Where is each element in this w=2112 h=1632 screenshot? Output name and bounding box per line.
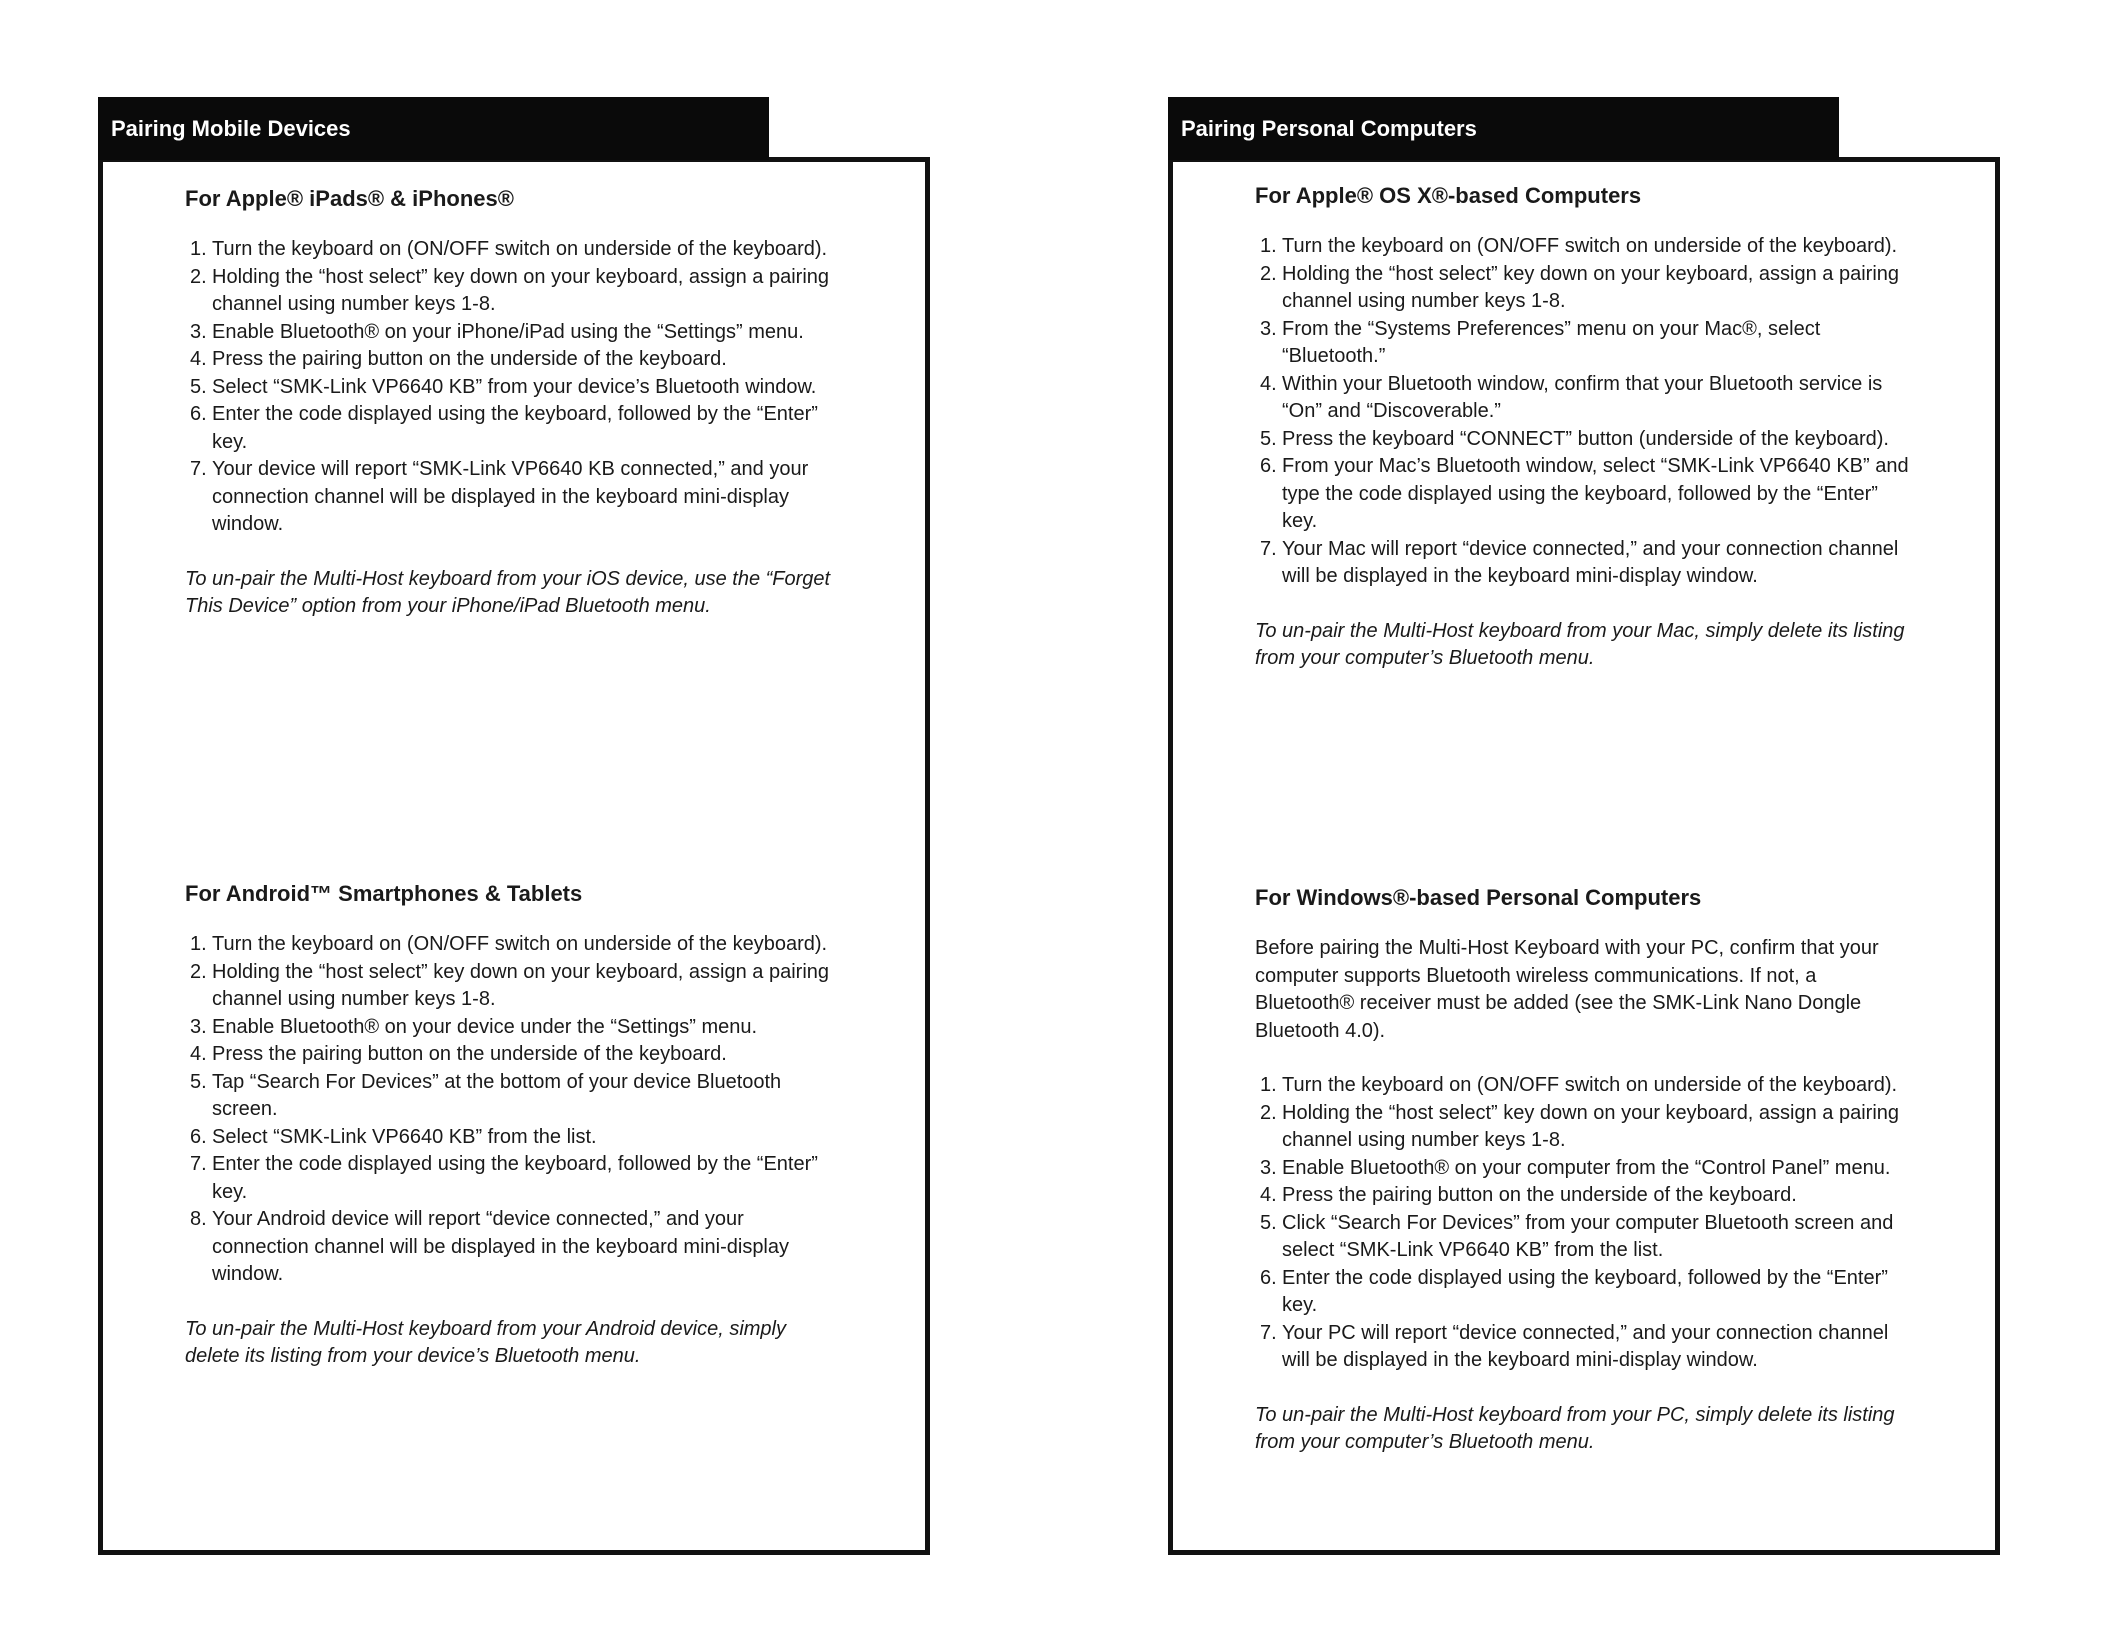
- list-item: 4. Press the pairing button on the underside of the keyboard.: [190, 1043, 727, 1065]
- list-item: 7. Your device will report “SMK-Link VP6640 KB connected,” and your connection channel will be displayed in the keyboard mini-display window.: [190, 458, 809, 535]
- list-item: 5. Tap “Search For Devices” at the bottom of your device Bluetooth screen.: [190, 1070, 782, 1120]
- section-heading: For Windows®-based Personal Computers: [1255, 885, 1702, 910]
- steps-list: [1255, 1072, 1915, 1375]
- list-item: 6. From your Mac’s Bluetooth window, select “SMK-Link VP6640 KB” and type the code displayed using the keyboard, followed by the “Enter” key.: [1260, 455, 1909, 532]
- list-item: 5. Press the keyboard “CONNECT” button (underside of the keyboard).: [1260, 427, 1889, 450]
- list-item: 7. Your Mac will report “device connected,” and your connection channel will be displayed in the keyboard mini-display window.: [1260, 537, 1899, 587]
- list-item: 4. Within your Bluetooth window, confirm that your Bluetooth service is “On” and “Discoverable.”: [1260, 372, 1883, 422]
- list-item: 2. Holding the “host select” key down on your keyboard, assign a pairing channel using number keys 1-8.: [1260, 1101, 1900, 1151]
- list-item: 6. Select “SMK-Link VP6640 KB” from the list.: [190, 1125, 597, 1148]
- unpair-note: To un-pair the Multi-Host keyboard from your PC, simply delete its listing from your computer’s Bluetooth menu.: [1255, 1403, 1895, 1453]
- section-heading: For Apple® iPads® & iPhones®: [185, 186, 514, 211]
- unpair-note: To un-pair the Multi-Host keyboard from your iOS device, use the “Forget This Device” option from your iPhone/iPad Bluetooth menu.: [185, 567, 831, 617]
- section-apple-osx: [1255, 181, 1915, 673]
- section-windows: [1255, 883, 1915, 1457]
- unpair-note: To un-pair the Multi-Host keyboard from your Android device, simply delete its listing from your device’s Bluetooth menu.: [185, 1317, 786, 1367]
- list-item: 6. Enter the code displayed using the keyboard, followed by the “Enter” key.: [1260, 1266, 1888, 1316]
- list-item: 1. Turn the keyboard on (ON/OFF switch on underside of the keyboard).: [1260, 1074, 1898, 1096]
- section-heading: For Apple® OS X®-based Computers: [1255, 183, 1642, 208]
- list-item: 7. Enter the code displayed using the keyboard, followed by the “Enter” key.: [190, 1153, 818, 1203]
- steps-list: [185, 236, 845, 539]
- section-android: [185, 879, 845, 1371]
- list-item: 1. Turn the keyboard on (ON/OFF switch on underside of the keyboard).: [1260, 235, 1898, 257]
- list-item: 5. Select “SMK-Link VP6640 KB” from your device’s Bluetooth window.: [190, 375, 817, 398]
- list-item: 1. Turn the keyboard on (ON/OFF switch on underside of the keyboard).: [190, 238, 828, 260]
- section-heading: For Android™ Smartphones & Tablets: [185, 881, 583, 906]
- list-item: 3. Enable Bluetooth® on your device under the “Settings” menu.: [190, 1015, 758, 1038]
- list-item: 7. Your PC will report “device connected,” and your connection channel will be displayed in the keyboard mini-display window.: [1260, 1321, 1889, 1371]
- list-item: 2. Holding the “host select” key down on your keyboard, assign a pairing channel using number keys 1-8.: [1260, 262, 1900, 312]
- list-item: 1. Turn the keyboard on (ON/OFF switch on underside of the keyboard).: [190, 933, 828, 955]
- list-item: 2. Holding the “host select” key down on your keyboard, assign a pairing channel using number keys 1-8.: [190, 960, 830, 1010]
- steps-list: [1255, 233, 1915, 591]
- steps-list: [185, 931, 845, 1289]
- list-item: 3. Enable Bluetooth® on your computer from the “Control Panel” menu.: [1260, 1156, 1891, 1179]
- list-item: 2. Holding the “host select” key down on your keyboard, assign a pairing channel using number keys 1-8.: [190, 265, 830, 315]
- list-item: 6. Enter the code displayed using the keyboard, followed by the “Enter” key.: [190, 403, 818, 453]
- list-item: 4. Press the pairing button on the underside of the keyboard.: [1260, 1184, 1797, 1206]
- list-item: 4. Press the pairing button on the underside of the keyboard.: [190, 348, 727, 370]
- panel-title: Pairing Mobile Devices: [98, 97, 769, 160]
- list-item: 3. Enable Bluetooth® on your iPhone/iPad using the “Settings” menu.: [190, 320, 804, 343]
- panel-title: Pairing Personal Computers: [1168, 97, 1839, 160]
- list-item: 8. Your Android device will report “device connected,” and your connection channel will be displayed in the keyboard mini-display window.: [190, 1208, 790, 1285]
- unpair-note: To un-pair the Multi-Host keyboard from your Mac, simply delete its listing from your computer’s Bluetooth menu.: [1255, 619, 1905, 669]
- intro-paragraph: Before pairing the Multi-Host Keyboard with your PC, confirm that your computer supports Bluetooth wireless communications. If not, a Bluetooth® receiver must be added (see the SMK-Link Nano Dongle Bluetooth 4.0).: [1255, 937, 1879, 1042]
- section-apple-ios: [185, 184, 845, 621]
- list-item: 5. Click “Search For Devices” from your computer Bluetooth screen and select “SMK-Link VP6640 KB” from the list.: [1260, 1211, 1894, 1261]
- list-item: 3. From the “Systems Preferences” menu on your Mac®, select “Bluetooth.”: [1260, 317, 1821, 367]
